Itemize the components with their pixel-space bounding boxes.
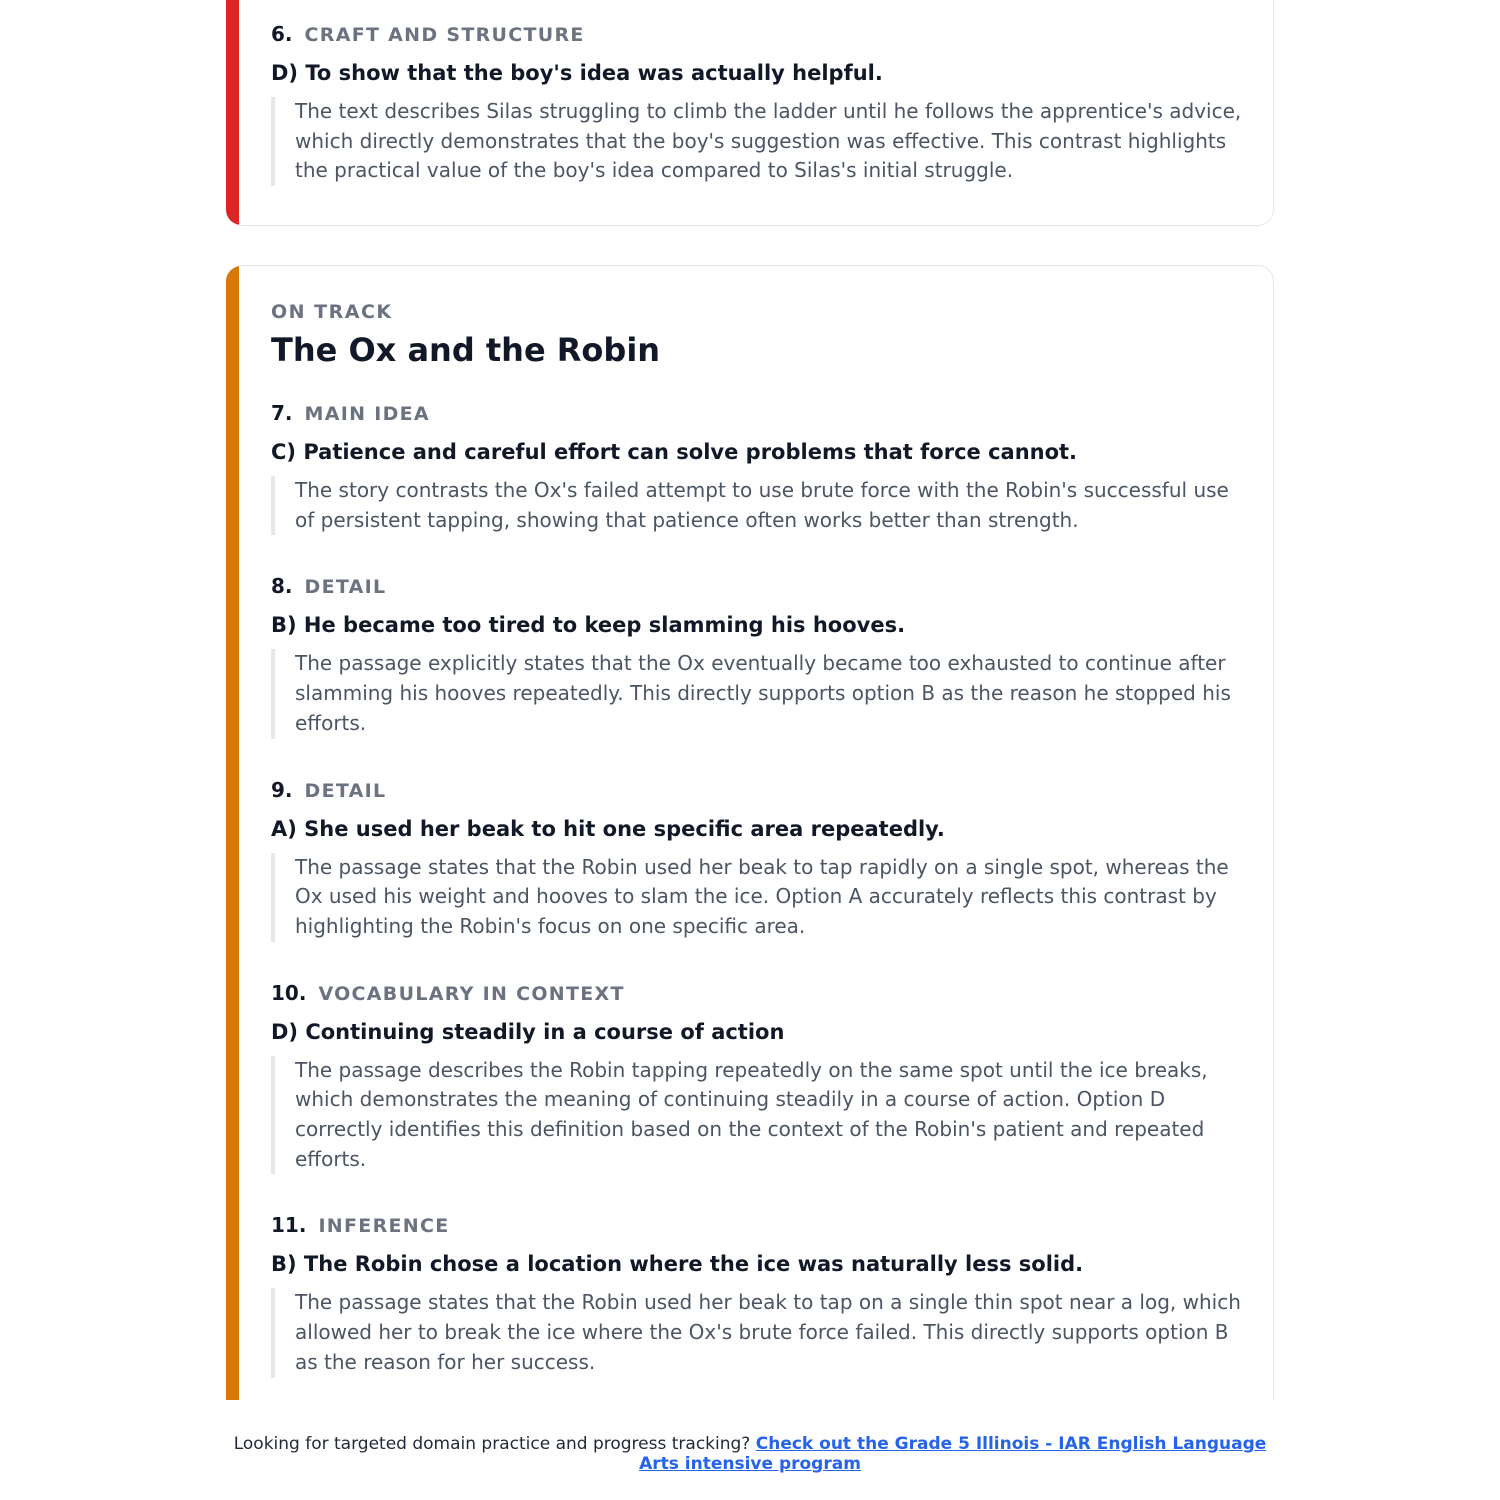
question-number: 11.	[271, 1213, 307, 1238]
question-category: MAIN IDEA	[304, 403, 430, 425]
correct-answer: B) The Robin chose a location where the ice was naturally less solid.	[271, 1252, 1084, 1277]
question-item	[271, 980, 1243, 1175]
question-category: VOCABULARY IN CONTEXT	[318, 982, 625, 1005]
result-card-passage	[226, 265, 1274, 1400]
footer-promo	[230, 1434, 1270, 1474]
question-item	[271, 400, 1243, 535]
question-category: CRAFT AND STRUCTURE	[304, 24, 585, 46]
answer-explanation: The passage describes the Robin tapping repeatedly on the same spot until the ice breaks, which demonstrates the meaning of continuing steadily in a course of action. Option D correctly identifies this definition based on the context of the Robin's patient and repeated efforts.	[271, 1056, 1243, 1175]
footer-text: Looking for targeted domain practice and progress tracking?	[233, 1434, 756, 1454]
question-item	[271, 1212, 1243, 1377]
question-category: DETAIL	[304, 576, 387, 599]
correct-answer: B) He became too tired to keep slamming his hooves.	[271, 613, 906, 638]
answer-explanation: The text describes Silas struggling to climb the ladder until he follows the apprentice's advice, which directly demonstrates that the boy's suggestion was effective. This contrast highlights the practical value of the boy's idea compared to Silas's initial struggle.	[271, 97, 1243, 186]
program-link[interactable]: Check out the Grade 5 Illinois - IAR English Language Arts intensive program	[639, 1434, 1267, 1474]
correct-answer: D) Continuing steadily in a course of action	[271, 1019, 785, 1044]
result-card-craft	[226, 0, 1274, 226]
answer-explanation: The passage explicitly states that the Ox eventually became too exhausted to continue after slamming his hooves repeatedly. This directly supports option B as the reason he stopped his efforts.	[271, 649, 1243, 738]
answer-explanation: The passage states that the Robin used her beak to tap on a single thin spot near a log, which allowed her to break the ice where the Ox's brute force failed. This directly supports option B as the reason for her success.	[271, 1288, 1243, 1377]
answer-explanation: The story contrasts the Ox's failed attempt to use brute force with the Robin's successful use of persistent tapping, showing that patience often works better than strength.	[271, 476, 1243, 535]
question-list	[271, 21, 1243, 186]
question-number: 7.	[271, 401, 293, 425]
correct-answer: A) She used her beak to hit one specific area repeatedly.	[271, 816, 945, 841]
passage-title: The Ox and the Robin	[271, 331, 661, 369]
status-bar-orange	[226, 266, 239, 1400]
question-number: 9.	[271, 777, 293, 802]
question-item	[271, 777, 1243, 942]
status-bar-red	[226, 0, 239, 225]
correct-answer: D) To show that the boy's idea was actually helpful.	[271, 61, 883, 85]
question-number: 8.	[271, 574, 293, 599]
status-label: ON TRACK	[271, 301, 393, 323]
correct-answer: C) Patience and careful effort can solve problems that force cannot.	[271, 440, 1078, 464]
question-item	[271, 21, 1243, 186]
passage-section	[271, 300, 1243, 1378]
answer-explanation: The passage states that the Robin used her beak to tap rapidly on a single spot, whereas the Ox used his weight and hooves to slam the ice. Option A accurately reflects this contrast by highlighting the Robin's focus on one specific area.	[271, 853, 1243, 942]
question-item	[271, 573, 1243, 738]
question-number: 10.	[271, 980, 307, 1005]
question-category: DETAIL	[304, 779, 387, 802]
question-number: 6.	[271, 22, 293, 46]
question-category: INFERENCE	[318, 1215, 450, 1238]
